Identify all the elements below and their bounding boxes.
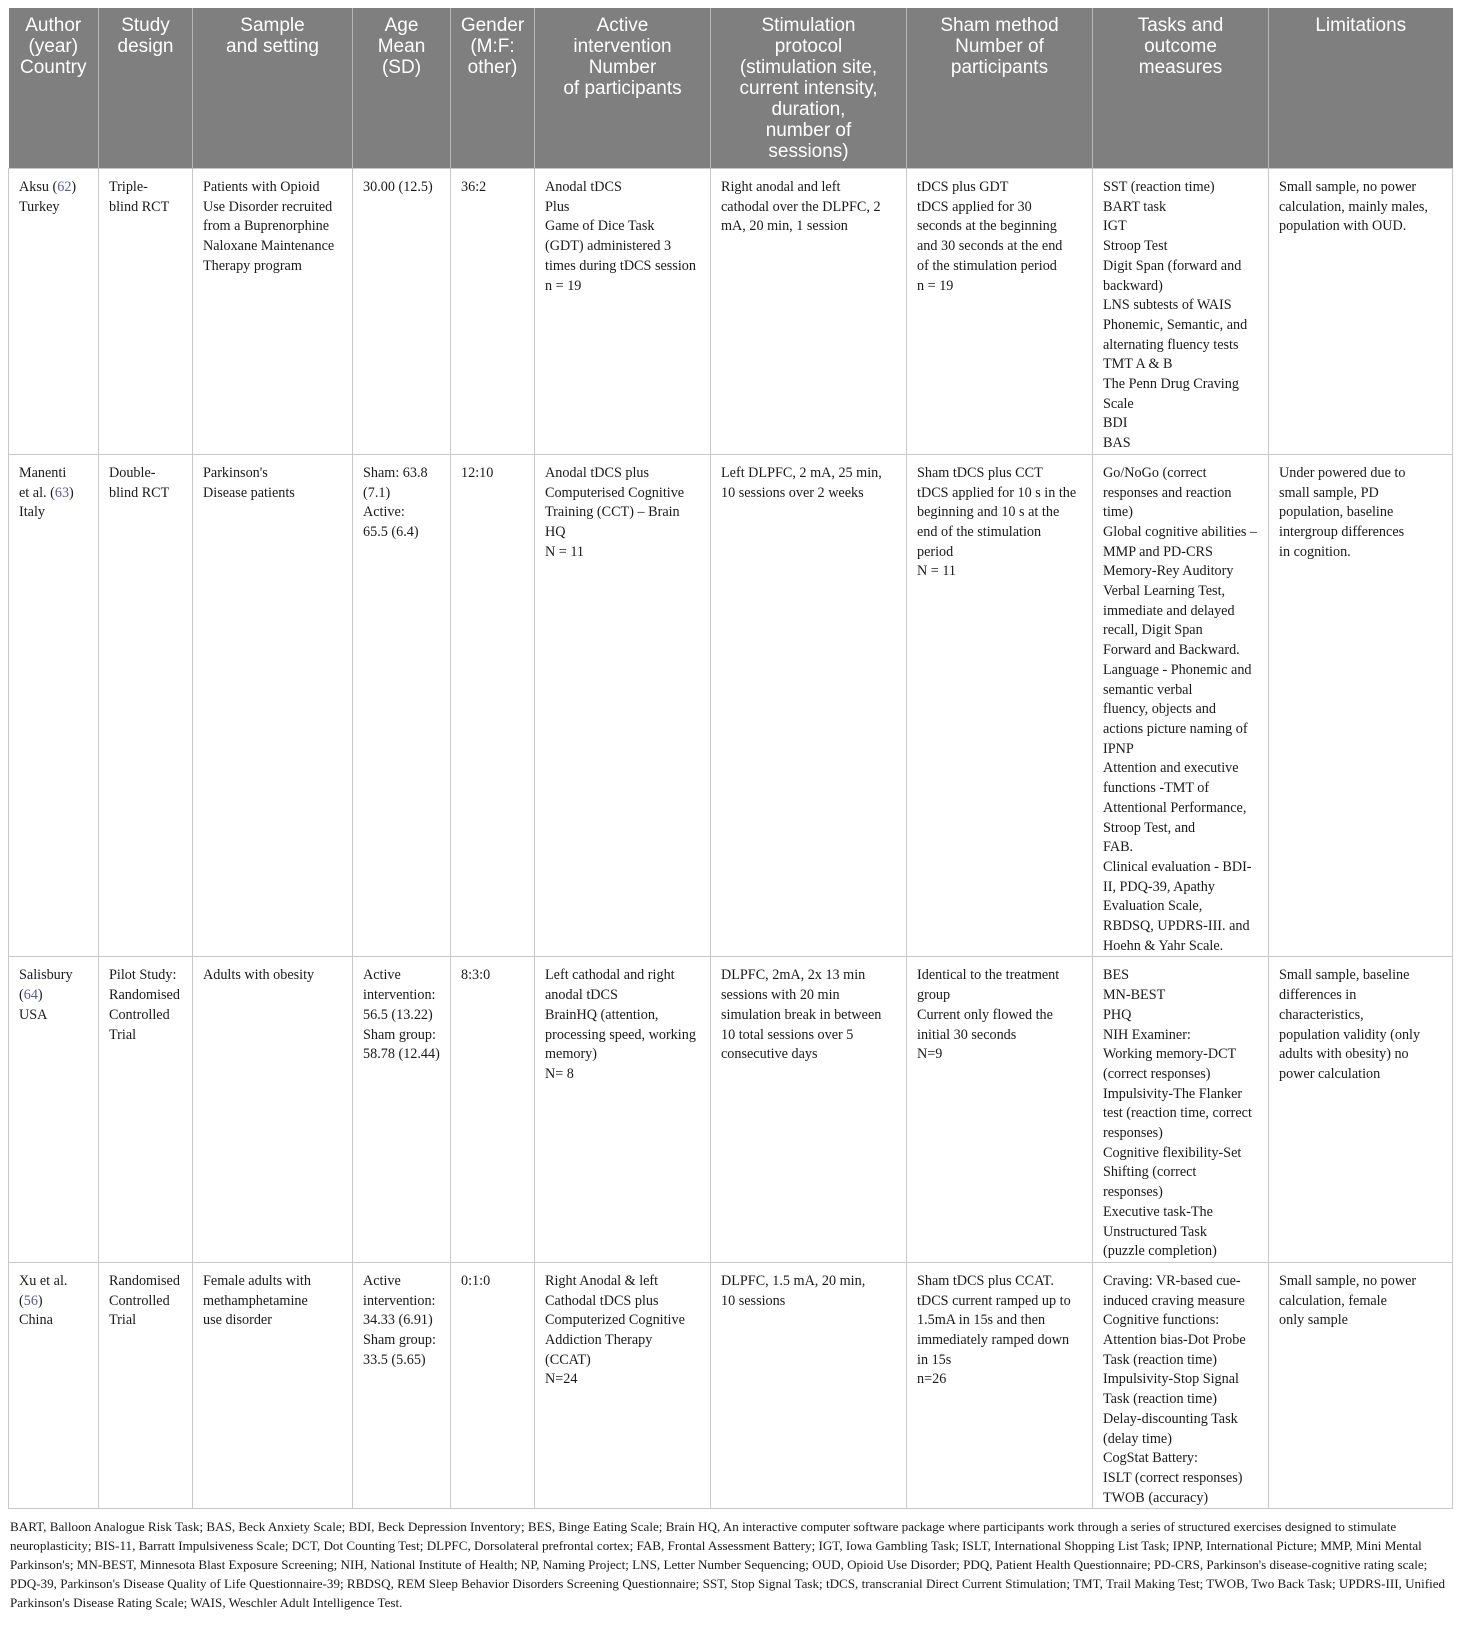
cell-line: Trial [109,1312,137,1329]
cell-sample [193,957,353,1263]
cell-line: IPNP [1103,740,1134,757]
cell-line: Small sample, no power [1279,179,1417,195]
cell-line: of the stimulation period [917,257,1057,274]
cell-protocol [711,169,907,455]
cell-line: Sham tDCS plus CCT [917,464,1043,481]
cell-line: seconds at the beginning [917,218,1057,235]
cell-line: Trial [109,1026,137,1043]
cell-line: Unstructured Task [1103,1223,1207,1240]
cell-line: functions -TMT of [1103,780,1210,797]
cell-line: Controlled [109,1006,170,1023]
cell-sham [907,169,1093,455]
cell-author [9,1262,99,1508]
cell-line: calculation, mainly males, [1279,198,1428,215]
cell-line: recall, Digit Span [1103,622,1203,639]
cell-protocol [711,454,907,957]
cell-line: period [917,543,954,560]
cell-intervention [535,1262,711,1508]
header-line: of participants [563,78,682,99]
cell-line: (correct responses) [1103,1065,1211,1082]
ref-close: ) [69,484,74,501]
reference-link[interactable]: 63 [54,484,70,501]
cell-line: Female adults with [203,1272,311,1289]
table-footnote [8,1517,1452,1612]
cell-line: Under powered due to [1279,464,1406,481]
author-name-cont: ( [19,1292,24,1309]
cell-line: differences in [1279,987,1357,1004]
header-design [99,8,193,169]
cell-line: Cognitive functions: [1103,1312,1220,1329]
cell-intervention [535,454,711,957]
cell-line: Attentional Performance, [1103,799,1247,816]
header-line: (SD) [381,57,422,78]
cell-line: TWOB (accuracy) [1103,1489,1209,1506]
table-row [9,1262,1453,1508]
header-line: design [117,36,174,57]
footnote-line: neuroplasticity; BIS-11, Barratt Impulsiveness Scale; DCT, Dot Counting Test; DLPFC, Dorsolateral prefrontal cortex; FAB, Frontal Assessment Battery; IGT, Iowa Gambling Task; ISLT, International Shopping List Task; IPNP, International Picture; MMP, Mini Mental [10,1538,1422,1554]
header-line: other) [467,57,518,78]
cell-line: BDI [1103,415,1128,432]
cell-sham [907,1262,1093,1508]
cell-author [9,169,99,455]
header-row [9,8,1453,169]
cell-line: Randomised [109,1272,180,1289]
cell-line: Stroop Test, and [1103,819,1196,836]
cell-line: n = 19 [917,277,954,294]
cell-line: times during tDCS session [545,257,696,274]
cell-line: Plus [545,198,570,215]
header-line: Author [25,15,82,36]
cell-line: CogStat Battery: [1103,1450,1198,1467]
cell-line: responses and reaction [1103,484,1232,501]
cell-line: cathodal over the DLPFC, 2 [721,198,881,215]
cell-line: time) [1103,504,1133,521]
cell-line: The Penn Drug Craving [1103,376,1239,393]
header-line: Age [384,15,419,36]
cell-limitations [1269,454,1453,957]
cell-line: Impulsivity-The Flanker [1103,1085,1243,1102]
cell-line: Scale [1103,395,1134,412]
cell-line: 56.5 (13.22) [363,1006,433,1023]
cell-line: backward) [1103,277,1163,294]
header-line: Sample [240,15,305,36]
cell-line: Right anodal and left [721,179,841,195]
cell-line: N = 11 [545,543,585,560]
cell-line: consecutive days [721,1046,818,1063]
cell-line: Use Disorder recruited [203,198,333,215]
table-header [9,8,1453,169]
cell-gender: 0:1:0 [451,1262,535,1508]
cell-line: 10 total sessions over 5 [721,1026,854,1043]
cell-line: anodal tDCS [545,987,618,1004]
cell-line: MN-BEST [1103,987,1166,1004]
cell-line: Sham group: [363,1332,436,1349]
cell-line: Hoehn & Yahr Scale. [1103,937,1224,954]
table-row [9,169,1453,455]
author-country: USA [19,1006,48,1023]
cell-line: Training (CCT) – Brain [545,504,680,521]
cell-line: ISLT (correct responses) [1103,1470,1243,1486]
author-name: Salisbury [19,967,73,984]
cell-design [99,454,193,957]
header-line: (stimulation site, [739,57,878,78]
cell-line: alternating fluency tests [1103,336,1239,353]
header-line: Active [596,15,649,36]
table-body [9,169,1453,1509]
cell-line: N=24 [545,1371,578,1388]
cell-line: blind RCT [109,484,170,501]
cell-line: responses) [1103,1125,1163,1142]
footnote-line: Parkinson's Disease Rating Scale; WAIS, Weschler Adult Intelligence Test. [10,1595,403,1611]
cell-sample [193,1262,353,1508]
cell-protocol [711,1262,907,1508]
cell-author [9,957,99,1263]
cell-line: tDCS plus GDT [917,179,1009,195]
header-line: Country [19,57,87,78]
cell-line: Forward and Backward. [1103,642,1240,659]
cell-line: Identical to the treatment [917,967,1060,984]
cell-line: actions picture naming of [1103,720,1248,737]
study-table-container [8,8,1452,1612]
cell-line: Parkinson's [203,464,268,481]
cell-line: 10 sessions [721,1292,786,1309]
cell-line: Double- [109,464,156,481]
cell-line: RBDSQ, UPDRS-III. and [1103,918,1250,935]
cell-line: intervention: [363,1292,436,1309]
cell-line: Active [363,967,401,984]
cell-age [353,957,451,1263]
cell-line: N=9 [917,1046,943,1063]
header-gender [451,8,535,169]
header-line: number of [765,120,852,141]
cell-line: 33.5 (5.65) [363,1351,426,1368]
cell-sample [193,169,353,455]
cell-line: Global cognitive abilities – [1103,523,1258,540]
cell-line: tDCS applied for 30 [917,198,1032,215]
cell-line: Game of Dice Task [545,218,655,235]
header-sham [907,8,1093,169]
cell-line: power calculation [1279,1065,1381,1082]
cell-line: population with OUD. [1279,218,1407,235]
cell-line: tDCS current ramped up to [917,1292,1071,1309]
reference-link[interactable]: 64 [23,987,38,1004]
cell-line: Clinical evaluation - BDI- [1103,858,1252,875]
cell-line: (delay time) [1103,1430,1172,1447]
cell-line: DLPFC, 2mA, 2x 13 min [721,967,866,984]
cell-design [99,169,193,455]
header-line: current intensity, [739,78,878,99]
cell-line: 34.33 (6.91) [363,1312,433,1329]
author-name: Aksu ( [19,179,58,195]
cell-line: and 30 seconds at the end [917,238,1063,255]
header-age [353,8,451,169]
cell-limitations [1269,169,1453,455]
cell-line: mA, 20 min, 1 session [721,218,848,235]
cell-line: Attention bias-Dot Probe [1103,1332,1246,1349]
cell-line: in 15s [917,1351,952,1368]
cell-line: Impulsivity-Stop Signal [1103,1371,1239,1388]
author-name: Manenti [19,464,67,481]
cell-line: only sample [1279,1312,1348,1329]
cell-line: calculation, female [1279,1292,1387,1309]
header-line: Number [588,57,657,78]
cell-line: Left cathodal and right [545,967,675,984]
header-line: (year) [28,36,79,57]
cell-line: intergroup differences [1279,523,1405,540]
cell-line: 58.78 (12.44) [363,1046,440,1063]
ref-close: ) [37,987,43,1004]
header-line: Number of [955,36,1044,57]
cell-author [9,454,99,957]
cell-line: Disease patients [203,484,295,501]
header-line: outcome [1144,36,1217,57]
cell-age [353,454,451,957]
header-line: (M:F: [470,36,515,57]
cell-line: Sham tDCS plus CCAT. [917,1272,1054,1289]
cell-line: Active [363,1272,401,1289]
cell-line: population validity (only [1279,1026,1421,1043]
ref-close: ) [71,179,77,195]
cell-line: Task (reaction time) [1103,1351,1218,1368]
header-limitations [1269,8,1453,169]
cell-line: from a Buprenorphine [203,218,330,235]
cell-line: BAS [1103,435,1131,452]
cell-line: (GDT) administered 3 [545,238,672,255]
cell-line: responses) [1103,1184,1163,1201]
cell-line: 1.5mA in 15s and then [917,1312,1046,1329]
cell-line: Computerised Cognitive [545,484,685,501]
cell-line: BART task [1103,198,1167,215]
cell-line: adults with obesity) no [1279,1046,1409,1063]
cell-line: Adults with obesity [203,967,315,984]
cell-line: sessions with 20 min [721,987,840,1004]
cell-line: Right Anodal & left [545,1272,659,1289]
cell-line: NIH Examiner: [1103,1026,1191,1043]
cell-line: small sample, PD [1279,484,1379,501]
header-line: participants [950,57,1049,78]
header-author [9,8,99,169]
cell-line: Computerized Cognitive [545,1312,685,1329]
header-line: Study [121,15,170,36]
cell-sham [907,454,1093,957]
cell-line: Evaluation Scale, [1103,898,1203,915]
header-line: intervention [573,36,672,57]
reference-link[interactable]: 62 [57,179,72,195]
cell-line: DLPFC, 1.5 mA, 20 min, [721,1272,866,1289]
header-protocol [711,8,907,169]
cell-line: Triple- [109,179,148,195]
author-name: Xu et al. [19,1272,68,1289]
cell-line: 65.5 (6.4) [363,523,419,540]
header-tasks [1093,8,1269,169]
reference-link[interactable]: 56 [23,1292,38,1309]
cell-line: 10 sessions over 2 weeks [721,484,864,501]
cell-line: Pilot Study: [109,967,177,984]
cell-line: semantic verbal [1103,681,1193,698]
header-line: Limitations [1315,15,1407,36]
cell-line: Sham: 63.8 [363,464,428,481]
table-row [9,957,1453,1263]
cell-line: Phonemic, Semantic, and [1103,316,1248,333]
cell-line: in cognition. [1279,543,1351,560]
cell-line: Addiction Therapy [545,1332,653,1349]
cell-line: LNS subtests of WAIS [1103,297,1232,314]
cell-line: Cognitive flexibility-Set [1103,1144,1242,1161]
cell-line: N= 8 [545,1065,574,1082]
cell-line: Verbal Learning Test, [1103,583,1226,600]
cell-limitations [1269,1262,1453,1508]
cell-line: II, PDQ-39, Apathy [1103,878,1215,895]
header-line: Mean [377,36,426,57]
cell-line: n = 19 [545,277,582,294]
cell-line: Small sample, no power [1279,1272,1417,1289]
cell-line: Stroop Test [1103,238,1168,255]
cell-intervention [535,957,711,1263]
cell-tasks [1093,169,1269,455]
study-characteristics-table [8,8,1453,1509]
cell-line: Therapy program [203,257,302,274]
cell-line: BrainHQ (attention, [545,1006,659,1023]
cell-line: Sham group: [363,1026,436,1043]
cell-line: fluency, objects and [1103,701,1216,718]
cell-tasks [1093,957,1269,1263]
cell-line: Language - Phonemic and [1103,661,1252,678]
cell-line: beginning and 10 s at the [917,504,1060,521]
cell-limitations [1269,957,1453,1263]
cell-line: induced craving measure [1103,1292,1245,1309]
cell-line: BES [1103,967,1130,984]
cell-line: use disorder [203,1312,272,1329]
cell-line: Small sample, baseline [1279,967,1410,984]
header-line: measures [1138,57,1223,78]
cell-line: methamphetamine [203,1292,308,1309]
cell-design [99,957,193,1263]
cell-line: characteristics, [1279,1006,1364,1023]
cell-intervention [535,169,711,455]
cell-line: IGT [1103,218,1127,235]
header-intervention [535,8,711,169]
cell-age [353,1262,451,1508]
cell-line: Active: [363,504,405,521]
cell-age [353,169,451,455]
cell-line: SST (reaction time) [1103,179,1215,195]
cell-design [99,1262,193,1508]
header-sample [193,8,353,169]
cell-line: Current only flowed the [917,1006,1053,1023]
cell-line: Shifting (correct [1103,1164,1197,1181]
cell-line: Task (reaction time) [1103,1391,1218,1408]
cell-line: Delay-discounting Task [1103,1410,1238,1427]
author-country: Italy [19,504,45,521]
cell-line: Executive task-The [1103,1203,1213,1220]
cell-line: Left DLPFC, 2 mA, 25 min, [721,464,882,481]
footnote-line: PDQ-39, Parkinson's Disease Quality of Life Questionnaire-39; RBDSQ, REM Sleep Behavior Disorders Screening Questionnaire; SST, Stop Signal Task; tDCS, transcranial Direct Current Stimulation; TMT, Trail Making Test; TWOB, Two Back Task; UPDRS-III, Unified [10,1576,1446,1592]
cell-line: Controlled [109,1292,170,1309]
header-line: duration, [771,99,846,120]
cell-line: blind RCT [109,198,170,215]
cell-line: Anodal tDCS plus [545,464,650,481]
cell-line: test (reaction time, correct [1103,1105,1252,1122]
cell-line: Craving: VR-based cue- [1103,1272,1241,1289]
cell-tasks [1093,1262,1269,1508]
cell-line: processing speed, working [545,1026,696,1043]
header-line: Stimulation [761,15,856,36]
cell-line: simulation break in between [721,1006,882,1023]
header-line: Tasks and [1137,15,1224,36]
cell-line: Naloxane Maintenance [203,238,335,255]
cell-line: MMP and PD-CRS [1103,543,1213,560]
cell-line: Anodal tDCS [545,179,622,195]
cell-line: immediate and delayed [1103,602,1235,619]
cell-line: (CCAT) [545,1351,591,1368]
cell-line: FAB. [1103,839,1134,856]
cell-line: group [917,987,951,1004]
cell-line: memory) [545,1046,598,1063]
header-line: and setting [226,36,319,57]
cell-line: 30.00 (12.5) [363,179,433,195]
cell-line: initial 30 seconds [917,1026,1017,1043]
cell-protocol [711,957,907,1263]
cell-line: PHQ [1103,1006,1132,1023]
cell-line: N = 11 [917,563,957,580]
author-name-cont: et al. ( [19,484,55,501]
cell-line: Cathodal tDCS plus [545,1292,659,1309]
header-line: protocol [774,36,843,57]
cell-line: Attention and executive [1103,760,1239,777]
author-country: Turkey [19,198,60,215]
cell-gender: 12:10 [451,454,535,957]
cell-line: intervention: [363,987,436,1004]
cell-line: Patients with Opioid [203,179,320,195]
cell-gender: 8:3:0 [451,957,535,1263]
header-line: Gender [460,15,525,36]
cell-tasks [1093,454,1269,957]
cell-line: Randomised [109,987,180,1004]
cell-line: tDCS applied for 10 s in the [917,484,1077,501]
cell-line: n=26 [917,1371,947,1388]
header-line: sessions) [768,141,849,162]
cell-line: TMT A & B [1103,356,1173,373]
cell-line: Digit Span (forward and [1103,257,1242,274]
author-country: China [19,1312,53,1329]
cell-gender: 36:2 [451,169,535,455]
cell-line: (7.1) [363,484,391,501]
cell-sample [193,454,353,957]
footnote-line: BART, Balloon Analogue Risk Task; BAS, Beck Anxiety Scale; BDI, Beck Depression Inventory; BES, Binge Eating Scale; Brain HQ, An interactive computer software package where participants work through a series of structured exercises designed to stimulate [10,1519,1397,1535]
header-line: Sham method [940,15,1059,36]
cell-line: population, baseline [1279,504,1394,521]
cell-sham [907,957,1093,1263]
cell-line: Memory-Rey Auditory [1103,563,1234,580]
table-row [9,454,1453,957]
cell-line: Working memory-DCT [1103,1046,1237,1063]
cell-line: end of the stimulation [917,523,1042,540]
cell-line: HQ [545,523,566,540]
footnote-line: Parkinson's; MN-BEST, Minnesota Blast Exposure Screening; NIH, National Institute of Health; NP, Naming Project; LNS, Letter Number Sequencing; OUD, Opioid Use Disorder; PDQ, Patient Health Questionnaire; PD-CRS, Parkinson's disease-cognitive rating scale; [10,1557,1428,1573]
cell-line: (puzzle completion) [1103,1243,1217,1260]
cell-line: immediately ramped down [917,1332,1070,1349]
ref-close: ) [37,1292,43,1309]
author-name-cont: ( [19,987,24,1004]
cell-line: Go/NoGo (correct [1103,464,1207,481]
